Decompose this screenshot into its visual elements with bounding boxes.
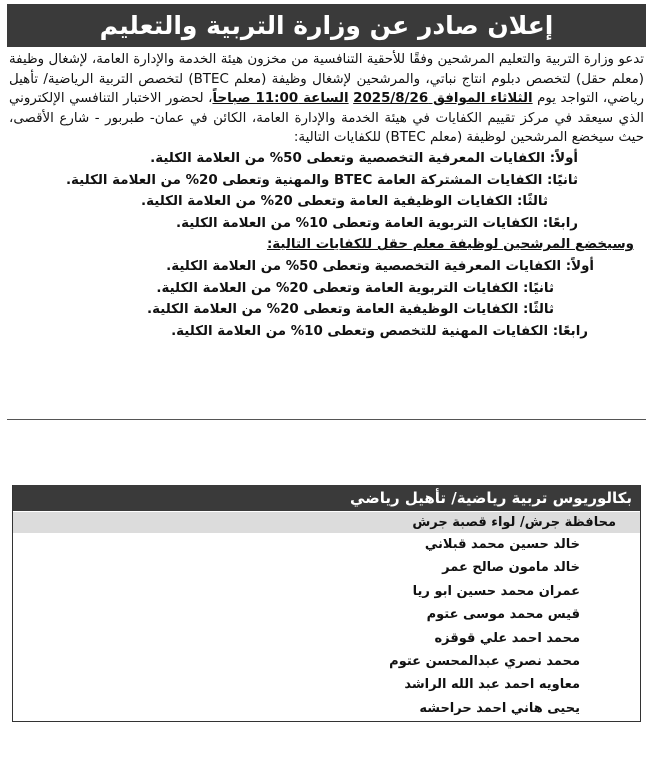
- candidates-heading: بكالوريوس تربية رياضية/ تأهيل رياضي: [13, 485, 640, 511]
- list-item: خالد حسين محمد قبلاني: [424, 537, 580, 552]
- list-item: محمد نصري عبدالمحسن عتوم: [389, 654, 580, 670]
- field-competency-1: أولاً: الكفايات المعرفية التخصصية وتعطى 50% من العلامة الكلية.: [166, 258, 594, 274]
- announcement-intro: [9, 50, 644, 148]
- list-item: عمران محمد حسين ابو ريا: [412, 583, 580, 599]
- candidate-list: [13, 533, 640, 720]
- exam-date: الثلاثاء الموافق 2025/8/26: [353, 91, 533, 107]
- list-item: محمد احمد علي قوقزه: [434, 630, 580, 646]
- field-competency-3: ثالثًا: الكفايات الوظيفية العامة وتعطى 20% من العلامة الكلية.: [147, 302, 554, 318]
- list-item: خالد مامون صالح عمر: [442, 560, 580, 576]
- candidates-table: [12, 485, 641, 722]
- exam-time: الساعة 11:00 صباحاً: [212, 91, 349, 107]
- intro-text-continued: ، لحضور الاختبار التنافسي الإلكتروني الذي سيعقد في مركز تقييم الكفايات في هيئة الخدمة والإدارة العامة، الكائن في عمان- طبربور - شارع الأقصى، حيث سيخضع المرشحين لوظيفة (معلم BTEC) للكفايات التالية:: [9, 91, 644, 146]
- list-item: قيس محمد موسى عتوم: [426, 607, 580, 623]
- region-label: محافظة جرش/ لواء قصبة جرش: [13, 512, 640, 533]
- field-competency-4: رابعًا: الكفايات المهنية للتخصص وتعطى 10% من العلامة الكلية.: [171, 323, 588, 339]
- announcement-title: إعلان صادر عن وزارة التربية والتعليم: [7, 4, 646, 47]
- announcement: [7, 4, 646, 342]
- intro-text: تدعو وزارة التربية والتعليم المرشحين وفقًا للأحقية التنافسية من مخزون هيئة الخدمة والإدارة العامة، لإشغال وظيفة (معلم حقل) لتخصص دبلوم انتاج نباتي، والمرشحين لإشغال وظيفة (معلم BTEC) لتخصص التربية الرياضية/ تأهيل رياضي، التواجد يوم: [9, 52, 644, 107]
- btec-competency-4: رابعًا: الكفايات التربوية العامة وتعطى 10% من العلامة الكلية.: [176, 215, 578, 231]
- divider: [7, 419, 646, 420]
- btec-competency-2: ثانيًا: الكفايات المشتركة العامة BTEC والمهنية وتعطى 20% من العلامة الكلية.: [65, 172, 578, 188]
- field-competency-2: ثانيًا: الكفايات التربوية العامة وتعطى 20% من العلامة الكلية.: [156, 280, 554, 296]
- list-item: معاويه احمد عبد الله الراشد: [404, 677, 580, 693]
- btec-competency-1: أولاً: الكفايات المعرفية التخصصية وتعطى 50% من العلامة الكلية.: [150, 150, 578, 166]
- btec-competency-3: ثالثًا: الكفايات الوظيفية العامة وتعطى 20% من العلامة الكلية.: [141, 194, 548, 210]
- list-item: يحيى هاني احمد حراحشه: [419, 700, 580, 716]
- field-teacher-heading: وسيخضع المرشحين لوظيفة معلم حقل للكفايات التالية:: [266, 237, 634, 253]
